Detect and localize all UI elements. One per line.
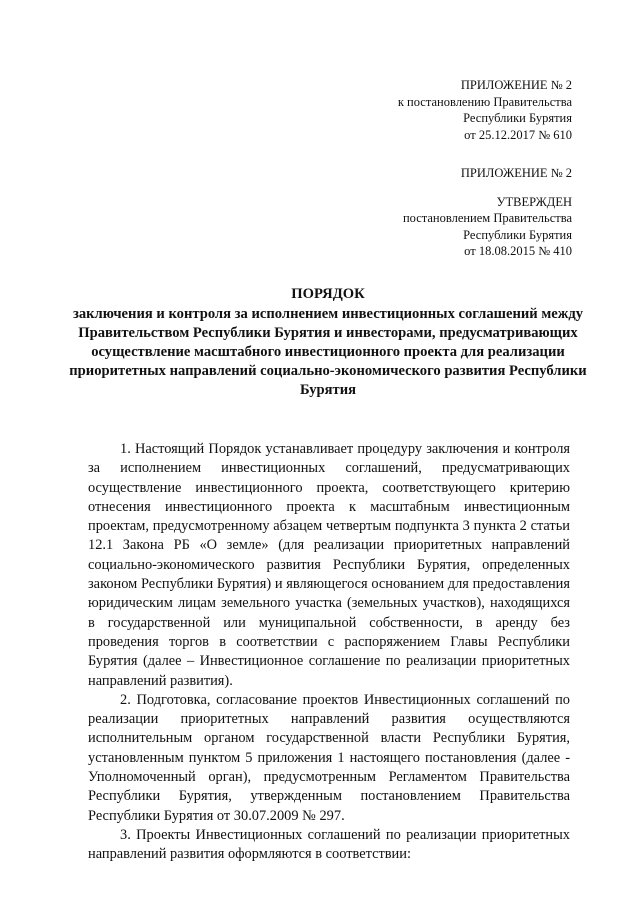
approved-label: УТВЕРЖДЕН [496,194,572,209]
appendix-reference: к постановлению Правительства [397,94,572,109]
appendix-header-original [403,165,572,260]
approved-by: постановлением Правительства [402,211,572,225]
title-subtitle: заключения и контроля за исполнением инвестиционных соглашений между Правительством Республики Бурятия и инвесторами, предусматривающих осуществление масштабного инвестиционного проекта для реализации приоритетных направлений социально-экономического развития Республики Бурятия [69,306,587,398]
document-body [88,440,570,865]
title-heading: ПОРЯДОК [291,286,365,302]
paragraph-2: 2. Подготовка, согласование проектов Инвестиционных соглашений по реализации приоритетных направлений развития осуществляются исполнительным органом государственной власти Республики Бурятия, установленным пунктом 5 приложения 1 настоящего постановления (далее - Уполномоченный орган), предусмотренным Регламентом Правительства Республики Бурятия, утвержденным постановлением Правительства Республики Бурятия от 30.07.2009 № 297. [88,691,570,824]
appendix-label: ПРИЛОЖЕНИЕ № 2 [460,78,572,92]
appendix-republic: Республики Бурятия [463,111,572,125]
document-title [68,285,588,400]
appendix-header-current [398,77,572,143]
appendix-label: ПРИЛОЖЕНИЕ № 2 [460,166,572,180]
paragraph-3: 3. Проекты Инвестиционных соглашений по реализации приоритетных направлений развития оформляются в соответствии: [88,826,570,863]
appendix-date-number: от 25.12.2017 № 610 [464,127,572,142]
spacer [403,182,572,194]
paragraph-1: 1. Настоящий Порядок устанавливает процедуру заключения и контроля за исполнением инвестиционных соглашений, предусматривающих осуществление инвестиционного проекта, соответствующего критерию отнесения инвестиционного проекта к масштабным инвестиционным проектам, предусмотренному абзацем четвертым подпункта 3 пункта 2 статьи 12.1 Закона РБ «О земле» (для реализации приоритетных направлений социально-экономического развития Республики Бурятия, определенных законом Республики Бурятия) и являющегося основанием для предоставления юридическим лицам земельного участка (земельных участков), находящихся в государственной или муниципальной собственности, в аренду без проведения торгов в соответствии с распоряжением Главы Республики Бурятия (далее – Инвестиционное соглашение по реализации приоритетных направлений развития). [88,441,570,689]
approved-republic: Республики Бурятия [463,227,572,242]
approved-date-number: от 18.08.2015 № 410 [464,244,572,258]
